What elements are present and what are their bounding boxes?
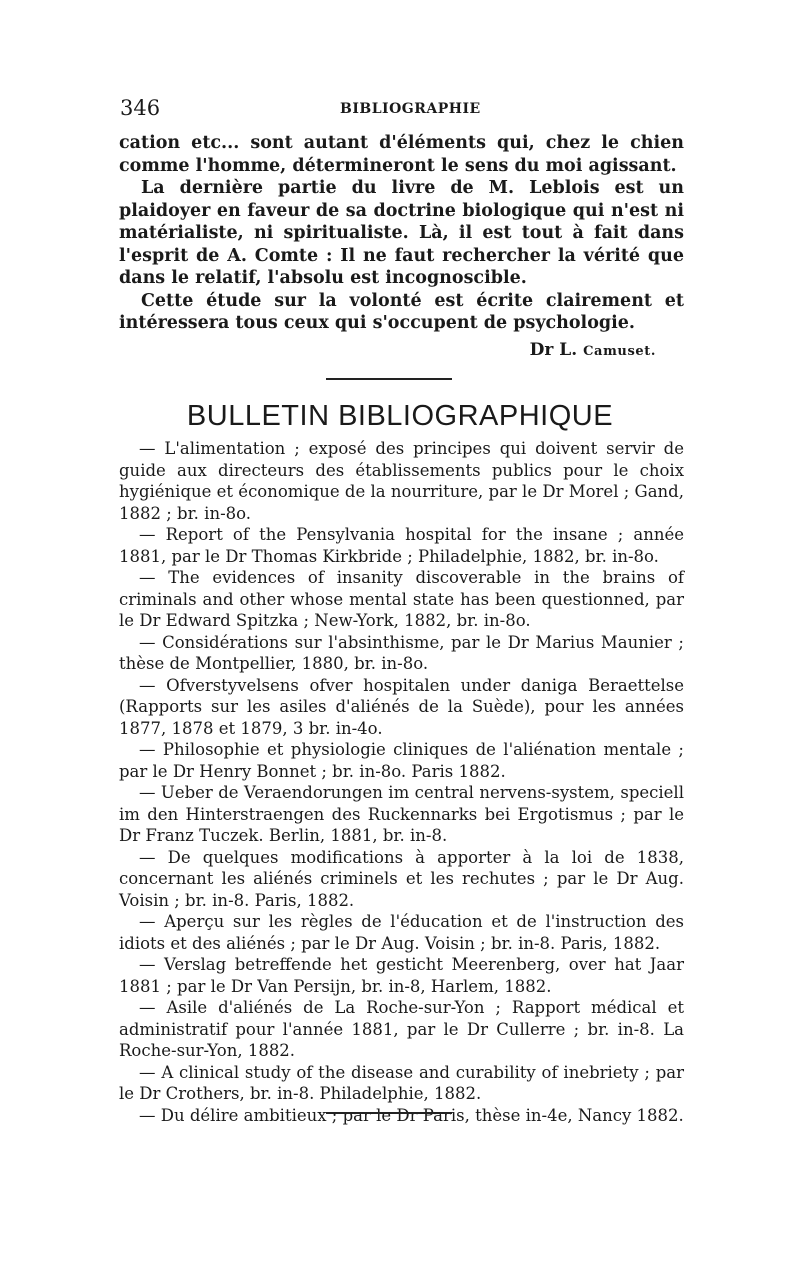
review-paragraph-3: Cette étude sur la volonté est écrite clairement et intéressera tous ceux qui s'occupent de psychologie.: [119, 290, 684, 333]
section-divider: [326, 378, 452, 380]
running-title: BIBLIOGRAPHIE: [340, 101, 481, 117]
bulletin-entry: — Considérations sur l'absinthisme, par le Dr Marius Maunier ; thèse de Montpellier, 1880, br. in-8o.: [119, 632, 684, 673]
bottom-divider: [326, 1112, 452, 1114]
bulletin-entry: — L'alimentation ; exposé des principes qui doivent servir de guide aux directeurs des établissements publics pour le choix hygiénique et économique de la nourriture, par le Dr Morel ; Gand, 1882 ; br. in-8o.: [119, 439, 684, 523]
bulletin-entry: — Report of the Pensylvania hospital for the insane ; année 1881, par le Dr Thomas Kirkbride ; Philadelphie, 1882, br. in-8o.: [119, 525, 684, 566]
review-conclusion: [119, 132, 684, 363]
bulletin-entry: — Aperçu sur les règles de l'éducation et de l'instruction des idiots et des aliénés ; par le Dr Aug. Voisin ; br. in-8. Paris, 1882.: [119, 912, 684, 953]
bulletin-entry: — Verslag betreffende het gesticht Meerenberg, over hat Jaar 1881 ; par le Dr Van Persijn, br. in-8, Harlem, 1882.: [119, 955, 684, 996]
bulletin-entry: — Du délire ambitieux ; par le Dr Paris, thèse in-4e, Nancy 1882.: [139, 1105, 684, 1125]
signature-name: Camuset.: [583, 343, 656, 359]
review-signature: [119, 339, 684, 364]
bulletin-entry: — Ofverstyvelsens ofver hospitalen under danigа Beraettelse (Rapports sur les asiles d'aliénés de la Suède), pour les années 1877, 1878 et 1879, 3 br. in-4o.: [119, 675, 684, 738]
bulletin-entry: — Asile d'aliénés de La Roche-sur-Yon ; Rapport médical et administratif pour l'année 1881, par le Dr Cullerre ; br. in-8. La Roche-sur-Yon, 1882.: [119, 998, 684, 1060]
bulletin-entry: — A clinical study of the disease and curability of inebriety ; par le Dr Crothers, br. in-8. Philadelphie, 1882.: [119, 1062, 684, 1103]
review-paragraph-1: cation etc... sont autant d'éléments qui, chez le chien comme l'homme, détermineront le sens du moi agissant.: [119, 133, 684, 176]
bulletin-entry: — Ueber de Veraendorungen im central nervens-system, speciell im den Hinterstraengen des Ruckennarks bei Ergotismus ; par le Dr Franz Tuczek. Berlin, 1881, br. in-8.: [119, 783, 684, 845]
bulletin-entry: — The evidences of insanity discoverable in the brains of criminals and other whose mental state has been questionned, par le Dr Edward Spitzka ; New-York, 1882, br. in-8o.: [119, 568, 684, 630]
bulletin-heading: BULLETIN BIBLIOGRAPHIQUE: [186, 400, 614, 432]
review-paragraph-2: La dernière partie du livre de M. Leblois est un plaidoyer en faveur de sa doctrine biologique qui n'est ni matérialiste, ni spiritualiste. Là, il est tout à fait dans l'esprit de A. Comte : Il ne faut rechercher la vérité que dans le relatif, l'absolu est incognoscible.: [119, 178, 684, 288]
running-head: [120, 96, 680, 126]
bulletin-entries: [119, 438, 684, 1126]
page-number: 346: [120, 96, 161, 120]
bulletin-entry: — Philosophie et physiologie cliniques de l'aliénation mentale ; par le Dr Henry Bonnet ; br. in-8o. Paris 1882.: [119, 740, 684, 781]
signature-prefix: Dr L.: [529, 339, 584, 360]
bulletin-entry: — De quelques modifications à apporter à la loi de 1838, concernant les aliénés criminels et les rechutes ; par le Dr Aug. Voisin ; br. in-8. Paris, 1882.: [119, 847, 684, 910]
